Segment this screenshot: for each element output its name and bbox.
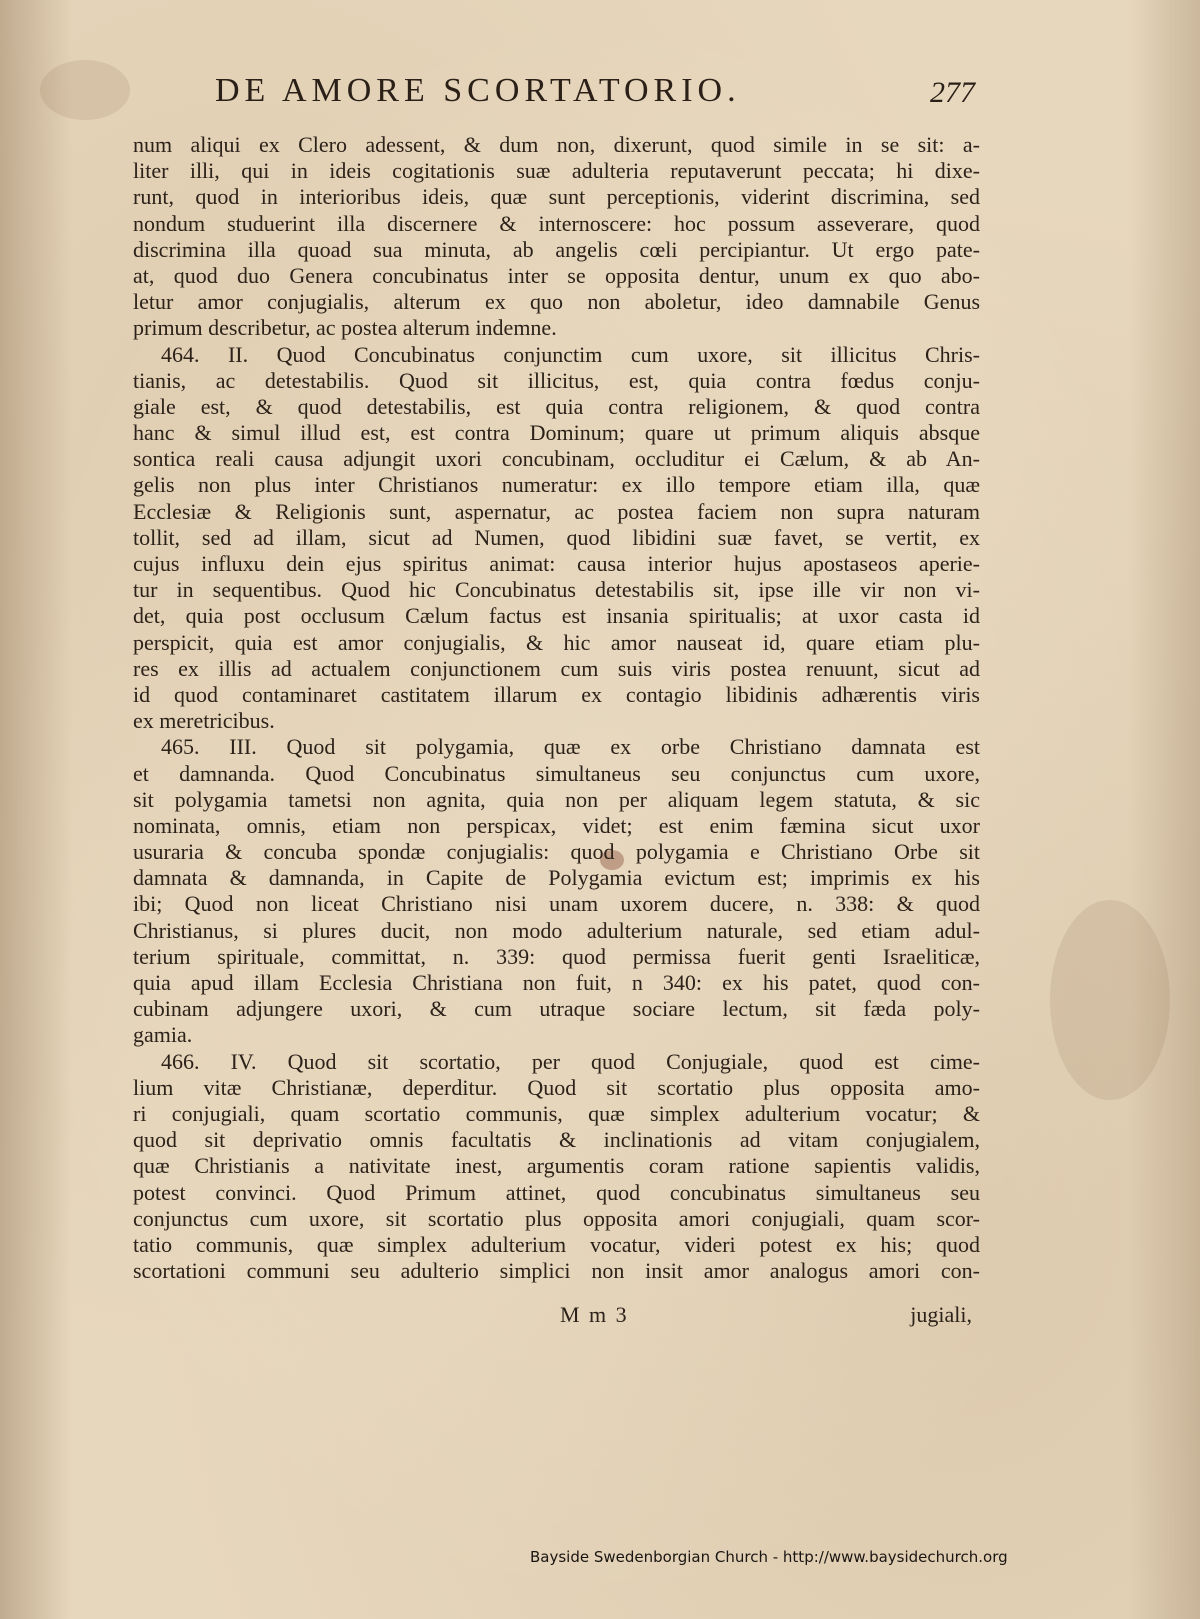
section-466-heading: 466. IV. Quod sit scortatio, per quod Conjugiale, quod est cime- <box>161 1048 980 1074</box>
text-line: res ex illis ad actualem conjunctionem cum suis viris postea renuunt, sicut ad <box>133 655 980 681</box>
text-line: sit polygamia tametsi non agnita, quia non per aliquam legem statuta, & sic <box>133 786 980 812</box>
text-line: tollit, sed ad illam, sicut ad Numen, quod libidini suæ favet, se vertit, ex <box>133 524 980 550</box>
text-line: quia apud illam Ecclesia Christiana non fuit, n 340: ex his patet, quod con- <box>133 970 980 995</box>
text-line: quæ Christianis a nativitate inest, argumentis coram ratione sapientis validis, <box>133 1153 980 1179</box>
text-line: tatio communis, quæ simplex adulterium vocatur, videri potest ex his; quod <box>133 1231 980 1257</box>
text-line: det, quia post occlusum Cælum factus est insania spiritualis; at uxor casta id <box>133 603 980 629</box>
text-line: at, quod duo Genera concubinatus inter se opposita dentur, unum ex quo abo- <box>133 262 980 288</box>
text-line: hanc & simul illud est, est contra Dominum; quare ut primum aliquis absque <box>133 420 980 446</box>
page-number: 277 <box>930 76 975 109</box>
text-line: potest convinci. Quod Primum attinet, quod concubinatus simultaneus seu <box>133 1179 980 1205</box>
running-title: DE AMORE SCORTATORIO. <box>215 72 741 109</box>
text-line: liter illi, qui in ideis cogitationis suæ adulteria reputaverunt peccata; hi dixe- <box>133 158 980 184</box>
text-line: ex meretricibus. <box>133 708 275 734</box>
text-line: letur amor conjugialis, alterum ex quo non aboletur, ideo damnabile Genus <box>133 289 980 315</box>
text-line: ri conjugiali, quam scortatio communis, quæ simplex adulterium vocatur; & <box>133 1100 980 1126</box>
text-line: ibi; Quod non liceat Christiano nisi unam uxorem ducere, n. 338: & quod <box>133 891 980 917</box>
text-line: cujus influxu dein ejus spiritus animat: causa interior hujus apostaseos aperie- <box>133 551 980 576</box>
text-line: tianis, ac detestabilis. Quod sit illicitus, est, quia contra fœdus conju- <box>133 367 980 393</box>
text-line: Christianus, si plures ducit, non modo adulterium naturale, sed etiam adul- <box>133 917 980 943</box>
text-line: scortationi communi seu adulterio simplici non insit amor analogus amori con- <box>133 1258 980 1284</box>
text-line: damnata & damnanda, in Capite de Polygamia evictum est; imprimis ex his <box>133 865 980 891</box>
text-line: sontica reali causa adjungit uxori concubinam, occluditur ei Cælum, & ab An- <box>133 446 980 472</box>
text-line: runt, quod in interioribus ideis, quæ sunt perceptionis, viderint discrimina, sed <box>133 184 980 210</box>
text-line: nondum studuerint illa discernere & internoscere: hoc possum asseverare, quod <box>133 210 980 236</box>
text-line: nominata, omnis, etiam non perspicax, videt; est enim fæmina sicut uxor <box>133 812 980 838</box>
text-line: conjunctus cum uxore, sit scortatio plus opposita amori conjugiali, quam scor- <box>133 1205 980 1231</box>
text-line: tur in sequentibus. Quod hic Concubinatus detestabilis sit, ipse ille vir non vi- <box>133 577 980 603</box>
text-line: quod sit deprivatio omnis facultatis & inclinationis ad vitam conjugialem, <box>133 1127 980 1153</box>
signature-mark: M m 3 <box>560 1302 629 1327</box>
text-line: cubinam adjungere uxori, & cum utraque sociare lectum, sit fæda poly- <box>133 996 980 1022</box>
text-line: usuraria & concuba spondæ conjugialis: quod polygamia e Christiano Orbe sit <box>133 839 980 865</box>
text-line: num aliqui ex Clero adessent, & dum non, dixerunt, quod simile in se sit: a- <box>133 132 980 157</box>
text-line: gelis non plus inter Christianos numeratur: ex illo tempore etiam illa, quæ <box>133 472 980 498</box>
catchword: jugiali, <box>910 1302 972 1327</box>
text-line: terium spirituale, committat, n. 339: quod permissa fuerit genti Israeliticæ, <box>133 943 980 969</box>
page-header <box>215 72 975 122</box>
section-465-heading: 465. III. Quod sit polygamia, quæ ex orbe Christiano damnata est <box>161 734 980 760</box>
text-line: gamia. <box>133 1022 193 1048</box>
text-line: id quod contaminaret castitatem illarum ex contagio libidinis adhærentis viris <box>133 681 980 707</box>
text-line: perspicit, quia est amor conjugialis, & hic amor nauseat id, quare etiam plu- <box>133 629 980 655</box>
text-line: lium vitæ Christianæ, deperditur. Quod sit scortatio plus opposita amo- <box>133 1074 980 1100</box>
text-line: giale est, & quod detestabilis, est quia contra religionem, & quod contra <box>133 393 980 419</box>
paper-stain <box>1050 900 1170 1100</box>
paper-stain <box>40 60 130 120</box>
text-line: discrimina illa quoad sua minuta, ab angelis cœli percipiantur. Ut ergo pate- <box>133 236 980 262</box>
body-text <box>133 132 980 1284</box>
section-464-heading: 464. II. Quod Concubinatus conjunctim cum uxore, sit illicitus Chris- <box>161 341 980 367</box>
text-line: et damnanda. Quod Concubinatus simultaneus seu conjunctus cum uxore, <box>133 760 980 786</box>
watermark-text: Bayside Swedenborgian Church - http://www.baysidechurch.org <box>530 1548 1008 1566</box>
text-line: Ecclesiæ & Religionis sunt, aspernatur, ac postea faciem non supra naturam <box>133 498 980 524</box>
text-line: primum describetur, ac postea alterum indemne. <box>133 315 557 341</box>
